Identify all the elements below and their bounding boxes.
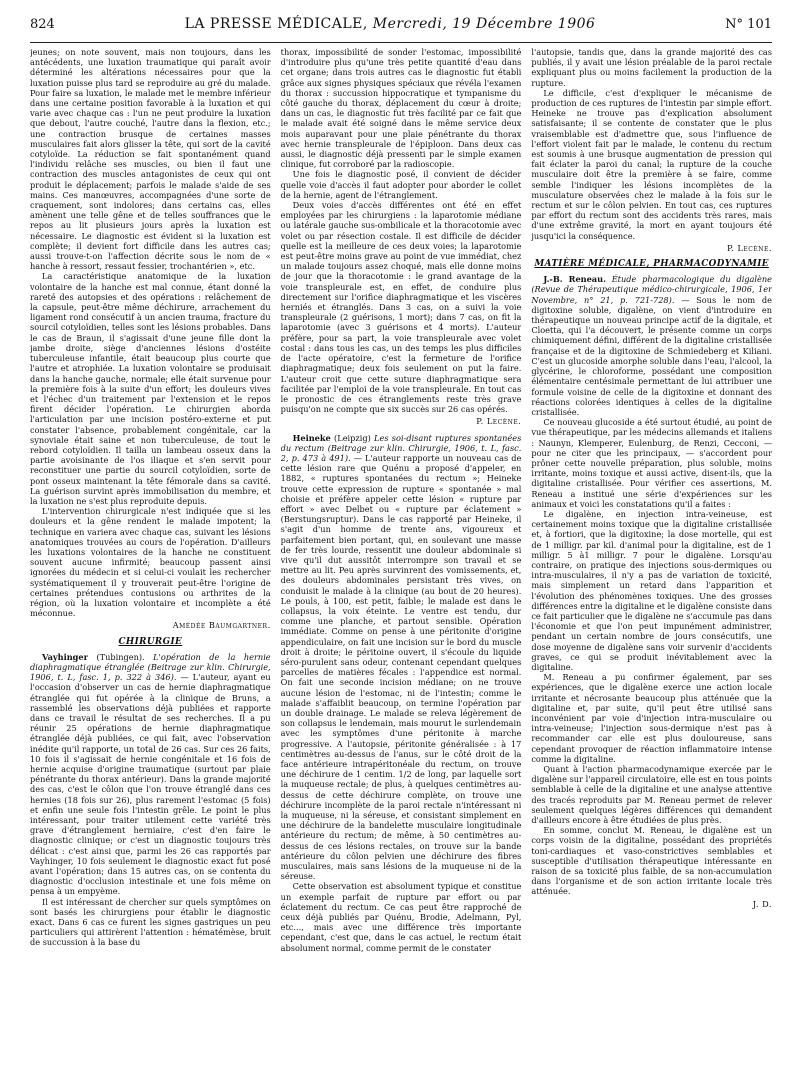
article-author: Vayhinger [42, 651, 88, 662]
article-author: Heineke [292, 432, 331, 443]
paragraph: M. Reneau a pu confirmer également, par ses expériences, que le digalène exerce une action locale irritante et nécrosante beaucoup plus atténuée que la digitaline et, par suite, qu'il peut être utilisé sans inconvénient par voie d'injection intra-musculaire ou intra-veineuse; l'injection sous-dermique n'est pas à recommander car elle est plus douloureuse, sans cependant provoquer de réaction inflammatoire intense comme la digitaline. [531, 672, 773, 764]
paragraph: La caractéristique anatomique de la luxation volontaire de la hanche est mal connue, étant donné la rareté des autopsies et des opérations : relâchement de la capsule, peut-être même déchirure, arrachement du ligament rond consécutif à un ancien trauma, fracture du sourcil cotyloïdien, telles sont les lésions probables. Dans le cas de Braun, il s'agissait d'une jeune fille dont la jambe droite, siège d'anciennes lésions d'ostéite tuberculeuse infantile, était beaucoup plus courte que l'autre et atrophiée. La luxation volontaire se produisait dans la hanche gauche, normale; elle était survenue pour la première fois à la suite d'un effort; les douleurs vives et l'échec d'un traitement par l'extension et le repos firent décider l'opération. Le chirurgien aborda l'articulation par une incision postéro-externe et put constater l'absence, probablement congénitale, car la synoviale était saine et non tuberculeuse, de tout le rebord cotyloïdien. Il tailla un lambeau osseux dans la partie avoisinante de l'os iliaque et s'en servit pour reconstituer une partie du sourcil cotyloïdien, sorte de pont osseux maintenant la tête fémorale dans sa cavité. La guérison survint après immobilisation du membre, et la luxation ne s'est plus reproduite depuis. [30, 271, 271, 506]
article-vayhinger [30, 652, 271, 897]
section-heading-chirurgie: CHIRURGIE [118, 636, 183, 647]
article-title: Les soi-disant ruptures spontanées du rectum (Beitrage zur klin. Chirurgie, 1906, t. L, fasc. 2, p. 473 à 491). [280, 432, 522, 463]
paragraph: l'autopsie, tandis que, dans la grande majorité des cas publiés, il y avait une lésion préalable de la paroi rectale expliquant plus ou moins facilement la production de la rupture. [531, 47, 773, 88]
section-heading-matiere-medicale: MATIÈRE MÉDICALE, PHARMACODYNAMIE [534, 259, 769, 270]
paragraph: En somme, conclut M. Reneau, le digalène est un corps voisin de la digitaline, possédant des propriétés toni-cardiaques et vaso-constrictives semblables et susceptible d'utilisation thérapeutique intéressante en raison de sa toxicité plus faible, de sa non-accumulation dans l'organisme et de son action irritante locale très atténuée. [531, 825, 773, 897]
page-header [30, 16, 772, 38]
page-number: 824 [30, 17, 55, 32]
journal-title: LA PRESSE MÉDICALE, [184, 16, 368, 32]
column-right [531, 47, 772, 1077]
article-author: J.-B. Reneau. [543, 274, 606, 285]
paragraph: Quant à l'action pharmacodynamique exercée par le digalène sur l'appareil circulatoire, elle est en tous points semblable à celle de la digitaline et une analyse attentive des tracés reproduits par M. Reneau permet de relever seulement quelques légères différences qui demandent d'ailleurs encore à être étudiées de plus près. [531, 764, 773, 826]
paragraph: L'intervention chirurgicale n'est indiquée que si les douleurs et la gêne rendent le malade impotent; la technique en variera avec chaque cas, suivant les lésions anatomiques trouvées au cours de l'opération. D'ailleurs les luxations volontaires de la hanche ne constituent souvent aucune infirmité; beaucoup passent ainsi ignorées du médecin et si celui-ci voulait les rechercher systématiquement il y trouverait peut-être l'origine de certaines prétendues contusions ou arthrites de la région, où la luxation volontaire et incomplète a été méconnue. [30, 506, 271, 619]
running-title [185, 16, 596, 32]
paragraph: Il est intéressant de chercher sur quels symptômes on sont basés les chirurgiens pour établir le diagnostic exact. Dans 6 cas ce furent les signes gastriques un peu particuliers qui attirèrent l'attention : hématémèse, bruit de succussion à la base du [30, 896, 271, 948]
article-reneau [531, 274, 772, 417]
signature-baumgartner: Amédée Baumgartner. [172, 620, 271, 631]
signature-jd: J. D. [752, 898, 773, 909]
column-middle [281, 47, 522, 1077]
paragraph: Le difficile, c'est d'expliquer le mécanisme de production de ces ruptures de l'intestin par simple effort. Heineke ne trouve pas d'explication absolument satisfaisante; il se contente de constater que le plus vraisemblable est d'admettre que, sous l'influence de l'effort violent fait par le malade, le contenu du rectum est soumis à une brusque augmentation de pression qui fait éclater la paroi du canal; la rupture de la couche musculaire doit être la première à se faire, comme semble l'indiquer les lésions incomplètes de la musculature observées chez le malade à la fois sur le rectum et sur le côlon pelvien. En tout cas, ces ruptures par effort du rectum sont des accidents très rares, mais d'une extrême gravité, la mort en ayant toujours été jusqu'ici la conséquence. [531, 87, 773, 241]
author-place: (Leipzig) [330, 432, 375, 443]
issue-number: N° 101 [725, 17, 772, 32]
article-heineke [281, 433, 522, 882]
paragraph: Le digalène, en injection intra-veineuse, est certainement moins toxique que la digitaline cristallisée et, à fortiori, que la digitoxine; la dose mortelle, qui est de 1 milligr. par kil. d'animal pour la digitaline, est de 1 milligr. 5 à1 milligr. 7 pour le digalène. Lorsqu'au contraire, on pratique des injections sous-dermiques ou intra-musculaires, il n'y a pas de variation de toxicité, mais simplement un retard dans l'apparition et l'évolution des phénomènes toxiques. Une des grosses différences entre la digitaline et le digalène consiste dans ce fait particulier que le digalène ne s'accumule pas dans l'économie et que l'on peut impunément administrer, pendant un certain nombre de jours consécutifs, une dose moyenne de digalène sans voir survenir d'accidents graves, ce qui se produit inévitablement avec la digitaline. [531, 508, 773, 672]
paragraph: Une fois le diagnostic posé, il convient de décider quelle voie d'accès il faut adopter pour aborder le collet de la hernie, agent de l'étranglement. [280, 169, 522, 200]
article-body: — Sous le nom de digitoxine soluble, digalène, on vient d'introduire en thérapeutique un nouveau principe actif de la digitale, et Cloetta, qui l'a découvert, le présente comme un corps chimiquement défini, différent de la digitaline cristallisée française et de la digitoxine de Schmiedeberg et Kiliani. C'est un glucoside amorphe soluble dans l'eau, l'alcool, la glycérine, le chloroforme, possédant une composition élémentaire centésimale permettant de lui attribuer une formule voisine de celle de la digitoxine et donnant des réactions colorées identiques à celles de la digitaline cristallisée. [531, 294, 773, 417]
article-title: L'opération de la hernie diaphragmatique étranglée (Beitrage zur klin. Chirurgie, 1906, t. L, fasc. 1, p. 322 à 346). [30, 651, 271, 683]
signature-lecene: P. Lecène. [476, 416, 522, 427]
article-body: — L'auteur rapporte un nouveau cas de cette lésion rare que Quénu a proposé d'appeler, en 1882, « ruptures spontanées du rectum »; Heineke trouve cette expression de rupture « spontanée » mal choisie et préfère appeler cette lésion « rupture par effort » avec Delbet ou « rupture par éclatement » (Berstungsruptur). Dans le cas rapporté par Heineke, il s'agit d'un homme de trente ans, vigoureux et parfaitement bien portant, qui, en soulevant une masse de fer très lourde, ressentit une douleur abdominale si vive qu'il dut aussitôt interrompre son travail et se mettre au lit. Peu après survinrent des vomissements, et, des douleurs abdominales persistant très vives, on conduisit le malade à la clinique (au bout de 20 heures). Le pouls, à 100, est petit, faible; le malade est dans le collapsus, la voix éteinte. Le ventre est tendu, dur comme une planche, et partout sensible. Opération immédiate. Comme on pense à une péritonite d'origine appendiculaire, on fait une incision sur le bord du muscle droit à droite; le péritoine ouvert, il s'écoule du liquide séro-purulent sans odeur, contenant cependant quelques parcelles de matières fécales : l'appendice est normal. On fait une seconde incision médiane; on ne trouve aucune lésion de l'estomac, ni de l'intestin; comme le malade s'affaiblit beaucoup, on termine l'opération par un double drainage. Le malade se releva légèrement de son collapsus le lendemain, mais mourut le surlendemain avec les symptômes d'une péritonite à marche progressive. A l'autopsie, péritonite généralisée : à 17 centimètres au-dessus de l'anus, sur le côté droit de la face antérieure intrapéritonéale du rectum, on trouve une déchirure de 1 centim. 1/2 de long, par laquelle sort la muqueuse rectale; de plus, à quelques centimètres au-dessus de cette déchirure complète, on trouve une déchirure incomplète de la paroi rectale n'intéressant ni la muqueuse, ni la séreuse, et consistant simplement en une déchirure de la bandelette musculaire longitudinale antérieure du rectum; de même, à 50 centimètres au-dessus de ces lésions rectales, on trouve sur la bande antérieure du côlon pelvien une déchirure des fibres musculaires, mais sans lésions de la muqueuse ni de la séreuse. [280, 452, 522, 882]
paragraph: Deux voies d'accès différentes ont été en effet employées par les chirurgiens : la laparotomie médiane ou latérale gauche sus-ombilicale et la thoracotomie avec volet ou par résection costale. Il est difficile de décider quelle est la meilleure de ces deux voies; la laparotomie est peut-être moins grave au point de vue immédiat, chez un malade toujours assez choqué, mais elle donne moins de jour que la thoracotomie : le grand avantage de la voie transpleurale est, en effet, de conduire plus directement sur l'orifice diaphragmatique et les viscères herniés et étranglés. Dans 3 cas, on a suivi la voie transpleurale (2 guérisons, 1 mort); dans 7 cas, on fit la laparotomie (avec 3 guérisons et 4 morts). L'auteur préfère, pour sa part, la voie transpleurale avec volet costal : dans tous les cas, un des temps les plus difficiles de l'acte opératoire, c'est la fermeture de l'orifice diaphragmatique; deux fois seulement on put la faire. L'auteur croit que cette suture diaphragmatique sera facilitée par l'emploi de la voie transpleurale. En tout cas le pronostic de ces étranglements reste très grave puisqu'on ne compte que six succès sur 26 cas opérés. [280, 200, 522, 415]
signature-lecene: P. Lecène. [726, 242, 773, 253]
paragraph: Ce nouveau glucoside a été surtout étudié, au point de vue thérapeutique, par les médecins allemands et italiens : Naunyn, Klemperer, Eulenburg, de Renzi, Cecconi, — pour ne citer que les principaux, — s'accordent pour prôner cette nouvelle préparation, plus soluble, moins irritante, moins toxique et aussi active, disent-ils, que la digitaline cristallisée. Pour vérifier ces assertions, M. Reneau a institué une série d'expériences sur les animaux et voici les constatations qu'il a faites : [531, 417, 773, 509]
text-columns [30, 47, 772, 1077]
column-left [30, 47, 271, 1077]
author-place: (Tubingen). [87, 651, 154, 662]
header-rule [30, 42, 772, 43]
paragraph: Cette observation est absolument typique et constitue un exemple parfait de rupture par effort ou par éclatement du rectum. Ce cas peut être rapproché de ceux déjà publiés par Quénu, Brodie, Adelmann, Pyl, etc..., mais avec une différence très importante cependant, c'est que, dans le cas actuel, le rectum était absolument normal, comme permit de le constater [280, 881, 522, 953]
paragraph: thorax, impossibilité de sonder l'estomac, impossibilité d'introduire plus qu'une très petite quantité d'eau dans cet organe; dans trois autres cas le diagnostic fut établi grâce aux signes physiques spéciaux que révéla l'examen du thorax : succussion hippocratique et tympanisme du côté gauche du thorax, déplacement du cœur à droite; dans un cas, le diagnostic fut très facilité par ce fait que le malade avait été soigné dans le même service deux mois auparavant pour une plaie pénétrante du thorax avec hernie transpleurale de l'épiploon. Dans deux cas aussi, le diagnostic déjà pressenti par le simple examen clinique, fut corroboré par la radioscopie. [280, 47, 522, 170]
article-title: Étude pharmacologique du digalène (Revue de Thérapeutique médico-chirurgicale, 1906, 1er Novembre, n° 21, p. 721-728). [531, 274, 773, 305]
article-body: — L'auteur, ayant eu l'occasion d'observer un cas de hernie diaphragmatique étranglée qui fut opérée à la clinique de Bruns, a rassemblé les observations déjà publiées et rapporte dans ce travail le résultat de ses recherches. Il a pu réunir 25 opérations de hernie diaphragmatique étranglée déjà publiées, ce qui fait, avec l'observation inédite qu'il rapporte, un total de 26 cas. Sur ces 26 faits, 10 fois il s'agissait de hernie congénitale et 16 fois de hernie acquise d'origine traumatique (surtout par plaie pénétrante du thorax antérieur). Dans la grande majorité des cas, c'est le côlon que l'on trouve étranglé dans ces hernies (18 fois sur 26), plus rarement l'estomac (5 fois) et enfin une seule fois l'intestin grêle. Le point le plus intéressant, pour traiter utilement cette variété très grave d'étranglement herniaire, c'est d'en faire le diagnostic clinique; or c'est un diagnostic toujours très délicat : c'est ainsi que, parmi les 26 cas rapportés par Vayhinger, 10 fois seulement le diagnostic exact fut posé avant l'opération; dans 15 autres cas, on se contenta du diagnostic d'occlusion intestinale et une fois même on pensa à un empyème. [30, 672, 271, 897]
issue-date: Mercredi, 19 Décembre 1906 [372, 16, 596, 32]
paragraph: jeunes; on note souvent, mais non toujours, dans les antécédents, une luxation traumatique qui paraît avoir déterminé les altérations nécessaires pour que la luxation puisse plus tard se reproduire au gré du malade. Pour faire sa luxation, le malade met le membre inférieur dans une certaine position favorable à la luxation et qui varie avec chaque cas : l'un ne peut produire la luxation que debout, l'autre couché, l'autre dans la flexion, etc.; une contraction brusque de certaines masses musculaires fait alors glisser la tête, qui sort de la cavité cotyloïde. La réduction se fait spontanément quand l'individu relâche ses muscles, ou bien il faut une contraction des muscles antagonistes de ceux qui ont produit le déplacement; parfois le malade s'aide de ses mains. Ces manœuvres, accompagnées d'une sorte de craquement, sont indolores; dans certains cas, elles amènent une telle gêne et de telles souffrances que le repos au lit plusieurs jours après la luxation est nécessaire. Le diagnostic est évident si la luxation est complète; il devient fort difficile dans les autres cas; aussi trouve-t-on l'affection décrite sous le nom de « hanche à ressort, ressaut fessier, trochantérien », etc. [30, 47, 271, 272]
